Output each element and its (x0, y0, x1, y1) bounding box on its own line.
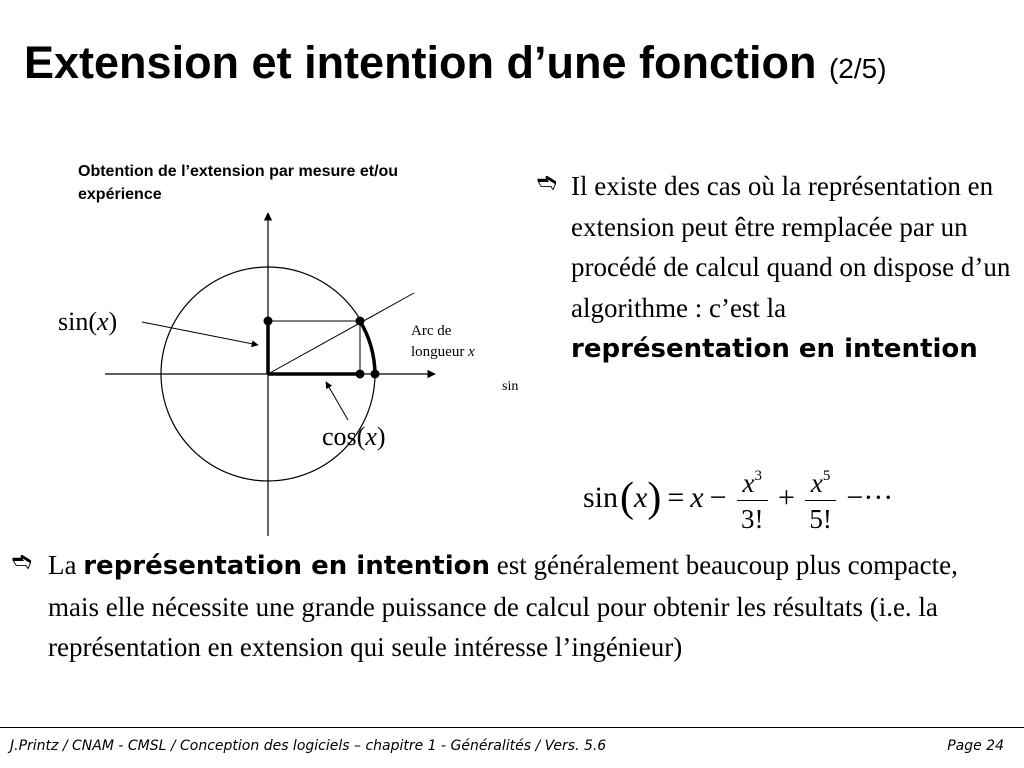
formula-frac-5: $\frac{x^5}{5!}$ (805, 459, 836, 537)
formula-eq: = (667, 481, 685, 514)
figure-caption: Obtention de l’extension par mesure et/ou expérience (78, 163, 399, 203)
bottom-bullet-rest: est généralement beaucoup plus compacte, mais elle nécessite une grande puissance de calcul pour obtenir les résultats (i.e. la représentation en extension qui seule intéresse l’ingénieur) (48, 550, 958, 662)
arc-label-line1: Arc de (411, 323, 452, 339)
cos-pointer (326, 382, 348, 420)
footer-divider (0, 727, 1024, 728)
right-bullet-emphasis: représentation en intention (571, 334, 978, 364)
sin-small-label: sin (502, 379, 519, 394)
formula-fn: sin (583, 481, 619, 514)
point-sin (264, 317, 273, 326)
formula-frac-3: $\frac{x^3}{3!}$ (737, 459, 768, 537)
right-bullet-icon: ➬ (537, 170, 558, 196)
bottom-bullet-icon: ➬ (12, 549, 33, 575)
formula-plus: + (778, 481, 795, 514)
unit-circle-figure (0, 200, 540, 540)
point-circle (356, 317, 365, 326)
cos-label: cos(x) (322, 422, 386, 451)
formula-term-x: x (690, 481, 704, 514)
formula-minus: − (709, 481, 727, 514)
arc-label-line2: longueur x (411, 344, 475, 360)
radius-line (268, 293, 414, 374)
formula-var: x (634, 481, 648, 514)
slide-title (24, 34, 887, 98)
formula-ellipsis: −··· (846, 481, 894, 514)
page-number: Page 24 (947, 738, 1004, 754)
slide-footer (10, 738, 1014, 754)
sine-series-formula: sin ( x ) = x − $\frac{x^3}{3!}$ + $\frac{x^5}{5!}$ −··· (583, 458, 899, 538)
right-bullet-text (571, 166, 1011, 370)
sin-label: sin(x) (58, 307, 118, 336)
bottom-bullet-emphasis: représentation en intention (83, 551, 491, 581)
footer-text: J.Printz / CNAM - CMSL / Conception des logiciels – chapitre 1 - Généralités / Vers. 5.6 (10, 738, 607, 754)
right-bullet-body: Il existe des cas où la représentation en extension peut être remplacée par un procédé de calcul quand on dispose d’un algorithme : c’est la (571, 171, 1011, 323)
bottom-bullet-start: La (48, 550, 77, 580)
arc-segment (360, 321, 375, 374)
bottom-bullet-text (48, 545, 1008, 668)
point-cos (356, 370, 365, 379)
title-main: Extension et intention d’une fonction (24, 37, 817, 88)
point-arc-end (371, 370, 380, 379)
title-page-count: (2/5) (828, 53, 887, 84)
sin-pointer (142, 322, 258, 345)
